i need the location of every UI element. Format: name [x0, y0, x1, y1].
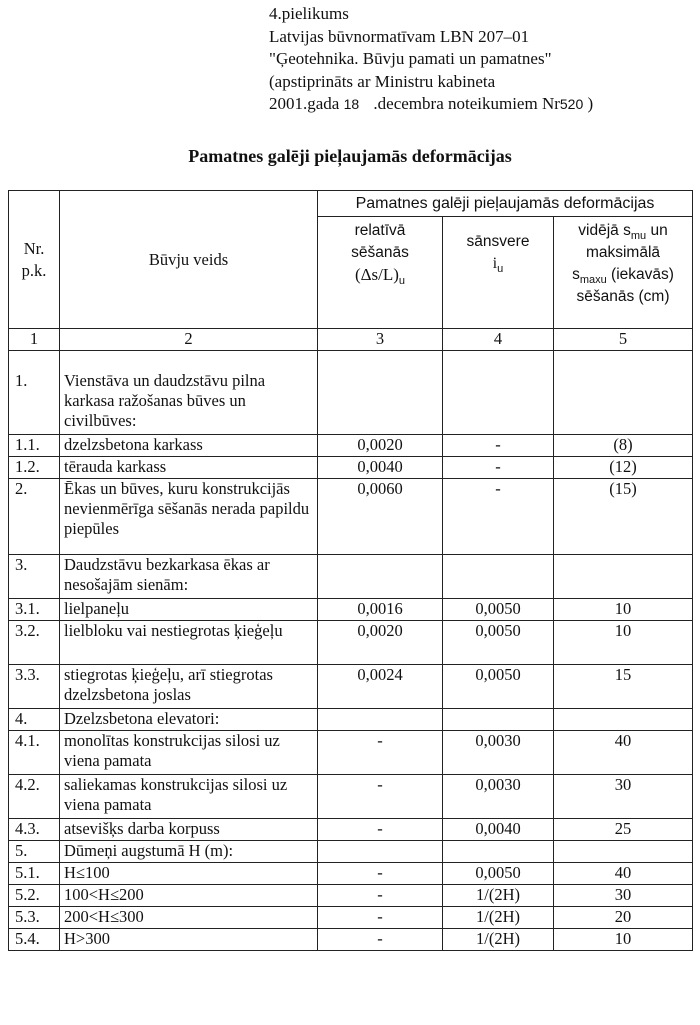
row-settlement: (15): [554, 479, 693, 555]
row-relative-settlement: 0,0040: [318, 457, 443, 479]
row-type: lielbloku vai nestiegrotas ķieģeļu: [60, 621, 318, 665]
row-number: 3.2.: [9, 621, 60, 665]
regulation-name: Latvijas būvnormatīvam LBN 207–01: [269, 26, 530, 46]
row-tilt: 0,0050: [443, 665, 554, 709]
column-number: 1: [9, 329, 60, 351]
row-number: 4.1.: [9, 731, 60, 775]
col-header-relative-settlement: relatīvā sēšanās $(\Delta s/L)_u$: [318, 217, 443, 329]
row-number: 3.3.: [9, 665, 60, 709]
row-tilt: [443, 555, 554, 599]
row-tilt: -: [443, 479, 554, 555]
row-tilt: 1/(2H): [443, 907, 554, 929]
row-relative-settlement: -: [318, 775, 443, 819]
row-relative-settlement: 0,0024: [318, 665, 443, 709]
row-type: lielpaneļu: [60, 599, 318, 621]
row-number: 4.2.: [9, 775, 60, 819]
table-row: [9, 457, 693, 479]
row-tilt: 0,0050: [443, 599, 554, 621]
row-relative-settlement: -: [318, 907, 443, 929]
row-type: tērauda karkass: [60, 457, 318, 479]
col-header-nr-part: Nr.: [23, 238, 45, 258]
row-settlement: 20: [554, 907, 693, 929]
row-type: Ēkas un būves, kuru konstrukcijās nevienmērīga sēšanās nerada papildu piepūles: [60, 479, 318, 555]
row-type: Vienstāva un daudzstāvu pilna karkasa ražošanas būves un civilbūves:: [60, 351, 318, 435]
table-row: [9, 775, 693, 819]
row-number: 5.1.: [9, 863, 60, 885]
row-number: 2.: [9, 479, 60, 555]
row-settlement: (8): [554, 435, 693, 457]
row-settlement: 30: [554, 885, 693, 907]
row-number: 5.: [9, 841, 60, 863]
row-settlement: 10: [554, 621, 693, 665]
col-header-tilt: sānsvere $i_u$: [443, 217, 554, 329]
col-header-type: Būvju veids: [60, 191, 318, 329]
row-settlement: 40: [554, 863, 693, 885]
deformation-table: [8, 190, 693, 951]
row-settlement: 30: [554, 775, 693, 819]
row-tilt: 0,0030: [443, 731, 554, 775]
row-relative-settlement: [318, 351, 443, 435]
column-number: 3: [318, 329, 443, 351]
approval-date: 2001.gada 18 .decembra noteikumiem Nr520 ): [269, 94, 594, 114]
row-settlement: (12): [554, 457, 693, 479]
page-title: Pamatnes galēji pieļaujamās deformācijas: [188, 146, 512, 166]
row-settlement: [554, 555, 693, 599]
row-number: 4.3.: [9, 819, 60, 841]
table-row: [9, 731, 693, 775]
col-header-group: Pamatnes galēji pieļaujamās deformācijas: [318, 191, 693, 217]
row-tilt: -: [443, 435, 554, 457]
row-relative-settlement: -: [318, 731, 443, 775]
row-type: Daudzstāvu bezkarkasa ēkas ar nesošajām sienām:: [60, 555, 318, 599]
table-row: [9, 555, 693, 599]
annex-header: [269, 3, 593, 116]
column-number-row: [9, 329, 693, 351]
row-type: atsevišķs darba korpuss: [60, 819, 318, 841]
row-type: monolītas konstrukcijas silosi uz viena pamata: [60, 731, 318, 775]
row-number: 5.4.: [9, 929, 60, 951]
row-relative-settlement: -: [318, 885, 443, 907]
row-tilt: 0,0040: [443, 819, 554, 841]
row-tilt: [443, 709, 554, 731]
table-row: [9, 929, 693, 951]
row-tilt: 0,0050: [443, 863, 554, 885]
column-number: 2: [60, 329, 318, 351]
row-tilt: 0,0050: [443, 621, 554, 665]
table-row: [9, 435, 693, 457]
row-settlement: 10: [554, 929, 693, 951]
row-type: stiegrotas ķieģeļu, arī stiegrotas dzelzsbetona joslas: [60, 665, 318, 709]
row-settlement: [554, 841, 693, 863]
row-type: 200<H≤300: [60, 907, 318, 929]
row-tilt: -: [443, 457, 554, 479]
row-relative-settlement: 0,0020: [318, 435, 443, 457]
row-type: 100<H≤200: [60, 885, 318, 907]
header-row: [9, 191, 693, 217]
row-type: Dzelzsbetona elevatori:: [60, 709, 318, 731]
table-row: [9, 599, 693, 621]
row-number: 1.1.: [9, 435, 60, 457]
row-tilt: 0,0030: [443, 775, 554, 819]
table-row: [9, 907, 693, 929]
row-relative-settlement: 0,0016: [318, 599, 443, 621]
column-number: 5: [554, 329, 693, 351]
row-number: 3.1.: [9, 599, 60, 621]
row-type: saliekamas konstrukcijas silosi uz viena pamata: [60, 775, 318, 819]
table-row: [9, 819, 693, 841]
annex-number: 4.pielikums: [269, 4, 349, 23]
row-settlement: 25: [554, 819, 693, 841]
row-settlement: 40: [554, 731, 693, 775]
table-row: [9, 863, 693, 885]
col-header-nr: [9, 191, 60, 329]
row-tilt: 1/(2H): [443, 885, 554, 907]
row-settlement: 10: [554, 599, 693, 621]
row-settlement: [554, 351, 693, 435]
table-row: [9, 665, 693, 709]
row-relative-settlement: 0,0060: [318, 479, 443, 555]
approval-note: (apstiprināts ar Ministru kabineta: [269, 71, 496, 91]
regulation-title: "Ģeotehnika. Būvju pamati un pamatnes": [269, 49, 552, 69]
row-tilt: [443, 351, 554, 435]
row-relative-settlement: 0,0020: [318, 621, 443, 665]
row-type: dzelzsbetona karkass: [60, 435, 318, 457]
row-settlement: [554, 709, 693, 731]
table-row: [9, 621, 693, 665]
row-relative-settlement: [318, 555, 443, 599]
col-header-nr-part: p.k.: [21, 260, 47, 280]
row-relative-settlement: -: [318, 929, 443, 951]
table-row: [9, 709, 693, 731]
row-tilt: 1/(2H): [443, 929, 554, 951]
table-row: [9, 479, 693, 555]
row-relative-settlement: -: [318, 819, 443, 841]
table-row: [9, 885, 693, 907]
row-number: 4.: [9, 709, 60, 731]
row-number: 1.2.: [9, 457, 60, 479]
row-number: 1.: [9, 351, 60, 435]
row-number: 5.3.: [9, 907, 60, 929]
row-number: 5.2.: [9, 885, 60, 907]
table-row: [9, 351, 693, 435]
row-tilt: [443, 841, 554, 863]
row-settlement: 15: [554, 665, 693, 709]
col-header-settlement: vidējā $s_{mu}$ un maksimālā $s_{maxu}$ (iekavās) sēšanās (cm): [554, 217, 693, 329]
row-relative-settlement: [318, 709, 443, 731]
table-row: [9, 841, 693, 863]
row-type: Dūmeņi augstumā H (m):: [60, 841, 318, 863]
row-relative-settlement: [318, 841, 443, 863]
column-number: 4: [443, 329, 554, 351]
row-relative-settlement: -: [318, 863, 443, 885]
row-type: H≤100: [60, 863, 318, 885]
row-type: H>300: [60, 929, 318, 951]
row-number: 3.: [9, 555, 60, 599]
